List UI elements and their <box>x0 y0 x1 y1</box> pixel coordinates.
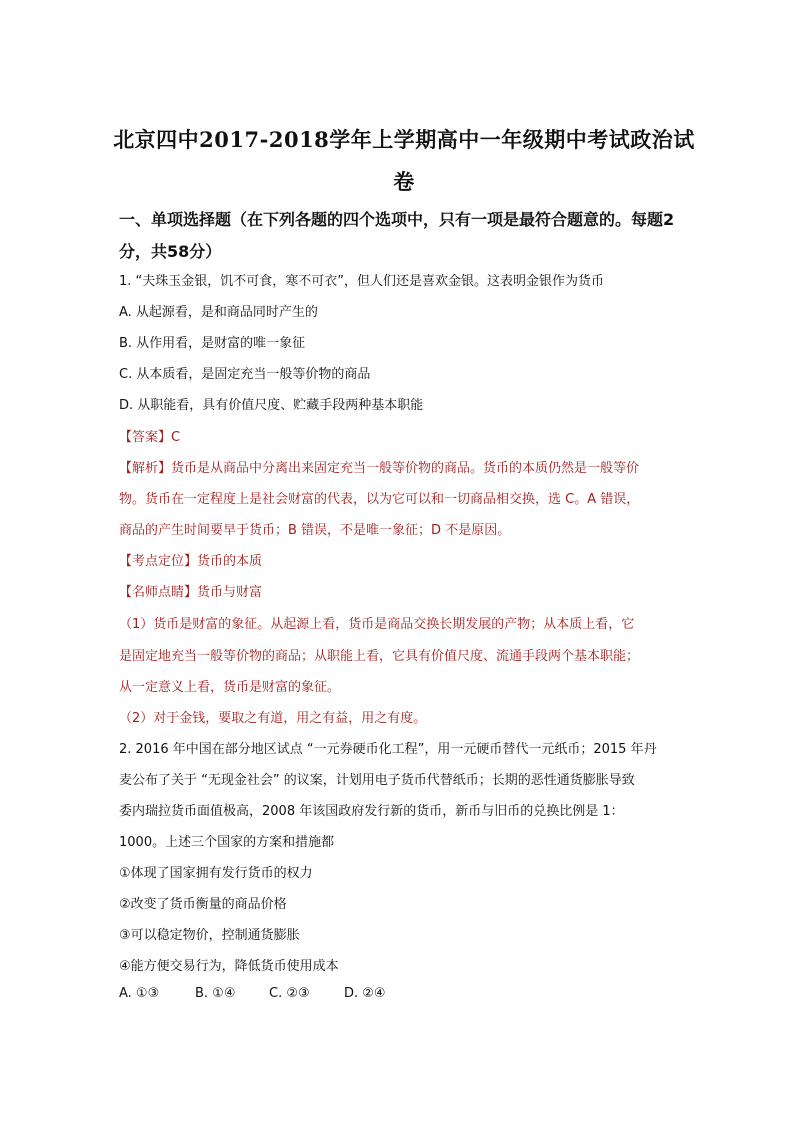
q1-option-c: C. 从本质看，是固定充当一般等价物的商品 <box>119 367 371 382</box>
q1-kaodian <box>119 550 262 569</box>
analysis-tag: 【解析】 <box>119 461 172 476</box>
q1-answer <box>119 426 180 445</box>
q2-choice-c: C. ②③ <box>269 986 310 1001</box>
q1-note-line-4: （2）对于金钱，要取之有道，用之有益，用之有度。 <box>119 711 427 726</box>
q1-analysis-line-1 <box>119 457 639 476</box>
q2-stem-line-1: 2. 2016 年中国在部分地区试点 “一元券硬币化工程”，用一元硬币替代一元纸币；2015 年丹 <box>119 742 657 757</box>
answer-tag: 【答案】 <box>119 430 172 445</box>
q1-option-b: B. 从作用看，是财富的唯一象征 <box>119 336 306 351</box>
q2-item-4: ④能方便交易行为，降低货币使用成本 <box>119 959 339 974</box>
q1-analysis-line-3: 商品的产生时间要早于货币；B 错误，不是唯一象征；D 不是原因。 <box>119 523 511 538</box>
q2-choice-a: A. ①③ <box>119 986 160 1001</box>
section-heading-line-1: 一、单项选择题（在下列各题的四个选项中，只有一项是最符合题意的。每题2 <box>119 210 675 229</box>
q2-choice-d: D. ②④ <box>344 986 386 1001</box>
analysis-text: 货币是从商品中分离出来固定充当一般等价物的商品。货币的本质仍然是一般等价 <box>171 461 640 476</box>
q1-analysis-line-2: 物。货币在一定程度上是社会财富的代表，以为它可以和一切商品相交换，选 C。A 错误， <box>119 492 640 507</box>
q2-choice-b: B. ①④ <box>195 986 236 1001</box>
q1-note-line-3: 从一定意义上看，货币是财富的象征。 <box>119 680 341 695</box>
dianjing-tag: 【名师点睛】 <box>119 585 198 600</box>
q2-item-1: ①体现了国家拥有发行货币的权力 <box>119 866 313 881</box>
title-line-2: 卷 <box>393 169 415 194</box>
q1-dianjing <box>119 581 262 600</box>
dianjing-text: 货币与财富 <box>197 585 263 600</box>
section-heading <box>119 204 689 268</box>
q2-stem-line-3: 委内瑞拉货币面值极高，2008 年该国政府发行新的货币，新币与旧币的兑换比例是 1： <box>119 804 624 819</box>
q1-stem: 1. “夫珠玉金银，饥不可食，寒不可衣”，但人们还是喜欢金银。这表明金银作为货币 <box>119 274 605 289</box>
q1-option-d: D. 从职能看，具有价值尺度、贮藏手段两种基本职能 <box>119 398 424 413</box>
answer-value: C <box>171 430 181 445</box>
title-line-1: 北京四中2017-2018学年上学期高中一年级期中考试政治试 <box>113 127 695 152</box>
q1-note-line-1: （1）货币是财富的象征。从起源上看，货币是商品交换长期发展的产物；从本质上看，它 <box>119 617 635 632</box>
section-heading-line-2: 分，共58分） <box>119 242 222 261</box>
q2-stem-line-2: 麦公布了关于 “无现金社会” 的议案，计划用电子货币代替纸币；长期的恶性通货膨胀导致 <box>119 773 635 788</box>
q1-option-a: A. 从起源看，是和商品同时产生的 <box>119 305 318 320</box>
kaodian-tag: 【考点定位】 <box>119 554 198 569</box>
q2-item-2: ②改变了货币衡量的商品价格 <box>119 897 287 912</box>
q2-stem-line-4: 1000。上述三个国家的方案和措施都 <box>119 835 335 850</box>
q2-item-3: ③可以稳定物价，控制通货膨胀 <box>119 928 300 943</box>
q1-note-line-2: 是固定地充当一般等价物的商品；从职能上看，它具有价值尺度、流通手段两个基本职能； <box>119 649 640 664</box>
kaodian-text: 货币的本质 <box>197 554 263 569</box>
